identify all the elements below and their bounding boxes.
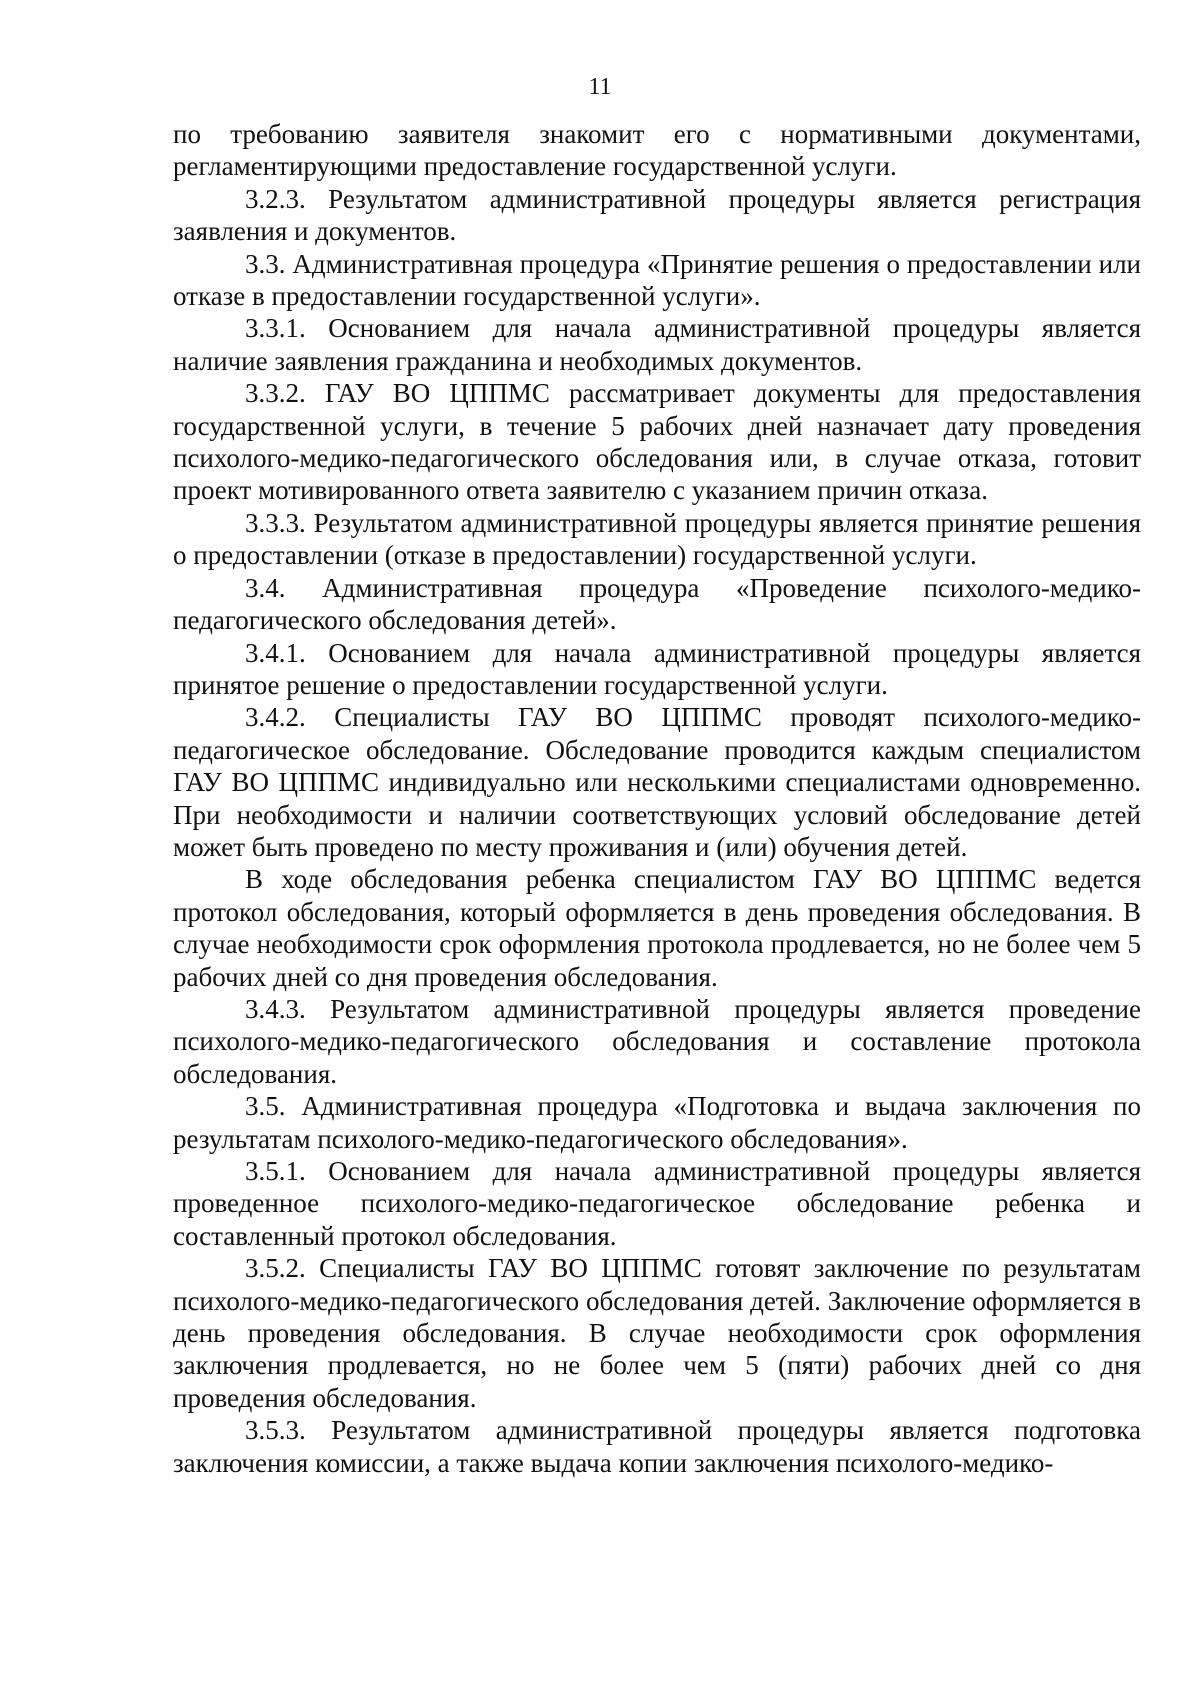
paragraph-3-4-3: 3.4.3. Результатом административной процедуры является проведение психолого-медико-педагогического обследования и составление протокола обследования. (173, 993, 1141, 1089)
paragraph-3-2-3: 3.2.3. Результатом административной процедуры является регистрация заявления и документов. (173, 183, 1141, 247)
paragraph-3-5-1: 3.5.1. Основанием для начала административной процедуры является проведенное психолого-медико-педагогическое обследование ребенка и составленный протокол обследования. (173, 1156, 1141, 1251)
document-body (173, 118, 1141, 1479)
paragraph-3-4: 3.4. Административная процедура «Проведение психолого-медико-педагогического обследования детей». (173, 572, 1141, 636)
page-number: 11 (588, 74, 612, 100)
paragraph-protocol: В ходе обследования ребенка специалистом ГАУ ВО ЦППМС ведется протокол обследования, который оформляется в день проведения обследования. В случае необходимости срок оформления протокола продлевается, но не более чем 5 рабочих дней со дня проведения обследования. (173, 864, 1141, 992)
paragraph-3-3: 3.3. Административная процедура «Принятие решения о предоставлении или отказе в предоставлении государственной услуги». (173, 248, 1141, 312)
paragraph-3-3-2: 3.3.2. ГАУ ВО ЦППМС рассматривает документы для предоставления государственной услуги, в течение 5 рабочих дней назначает дату проведения психолого-медико-педагогического обследования или, в случае отказа, готовит проект мотивированного ответа заявителю с указанием причин отказа. (173, 378, 1141, 506)
paragraph-3-5-3: 3.5.3. Результатом административной процедуры является подготовка заключения комиссии, а также выдача копии заключения психолого-медико- (173, 1415, 1141, 1478)
paragraph-3-3-1: 3.3.1. Основанием для начала административной процедуры является наличие заявления гражданина и необходимых документов. (173, 313, 1141, 376)
paragraph-3-4-2: 3.4.2. Специалисты ГАУ ВО ЦППМС проводят психолого-медико-педагогическое обследование. Обследование проводится каждым специалистом ГАУ ВО ЦППМС индивидуально или несколькими специалистами одновременно. При необходимости и наличии соответствующих условий обследование детей может быть проведено по месту проживания и (или) обучения детей. (173, 702, 1141, 862)
paragraph-3-5: 3.5. Административная процедура «Подготовка и выдача заключения по результатам психолого-медико-педагогического обследования». (173, 1091, 1141, 1154)
paragraph-3-3-3: 3.3.3. Результатом административной процедуры является принятие решения о предоставлении (отказе в предоставлении) государственной услуги. (173, 507, 1141, 571)
paragraph-3-5-2: 3.5.2. Специалисты ГАУ ВО ЦППМС готовят заключение по результатам психолого-медико-педагогического обследования детей. Заключение оформляется в день проведения обследования. В случае необходимости срок оформления заключения продлевается, но не более чем 5 (пяти) рабочих дней со дня проведения обследования. (173, 1253, 1141, 1413)
paragraph-3-4-1: 3.4.1. Основанием для начала административной процедуры является принятое решение о предоставлении государственной услуги. (173, 637, 1141, 700)
paragraph-continuation: по требованию заявителя знакомит его с нормативными документами, регламентирующими предоставление государственной услуги. (173, 119, 1141, 182)
